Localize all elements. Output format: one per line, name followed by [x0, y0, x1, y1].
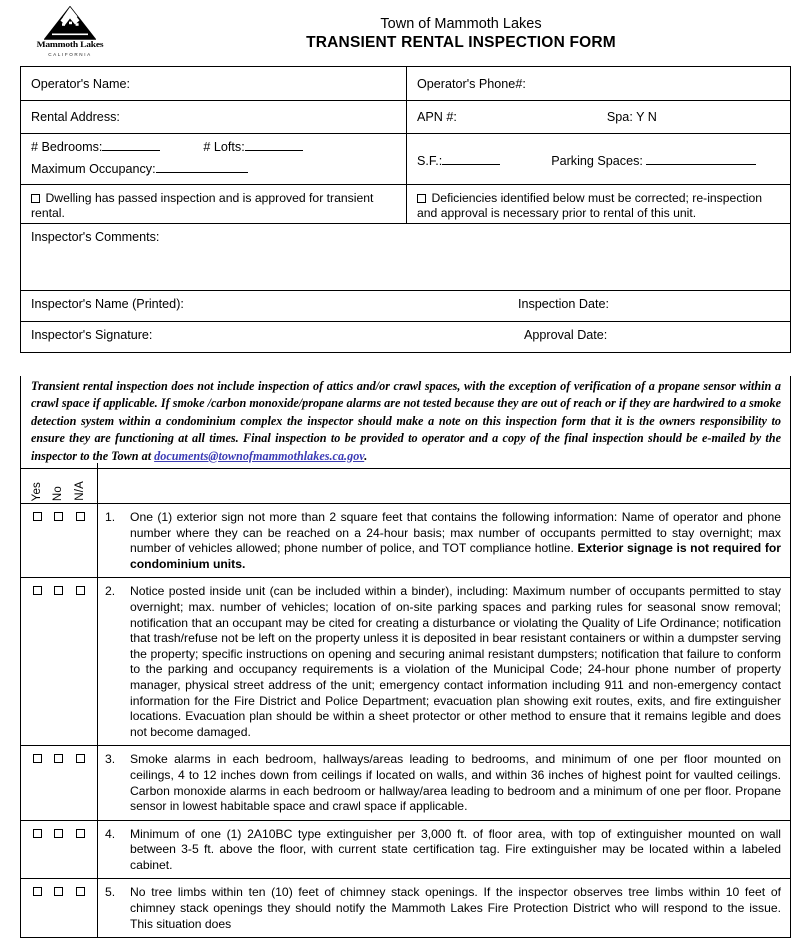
- inspector-comments-field[interactable]: [21, 224, 790, 290]
- checkbox-no[interactable]: [54, 586, 63, 595]
- checkbox-deficiencies[interactable]: [417, 194, 426, 203]
- declaration-deficiencies-label: Deficiencies identified below must be corrected; re-inspection and approval is necessary prior to rental of this unit.: [417, 191, 763, 220]
- table-row: [21, 322, 790, 353]
- checkbox-yes[interactable]: [33, 829, 42, 838]
- mountain-icon: [44, 6, 96, 40]
- checkbox-no[interactable]: [54, 829, 63, 838]
- table-row: [21, 134, 790, 185]
- parking-spaces-input[interactable]: [646, 164, 756, 165]
- table-row: [21, 67, 790, 101]
- column-header-na: N/A: [73, 481, 86, 501]
- declaration-deficiencies[interactable]: [406, 185, 790, 223]
- sf-label: S.F.:: [417, 154, 443, 168]
- rental-address-label: Rental Address:: [31, 110, 120, 124]
- inspector-name-label: Inspector's Name (Printed):: [31, 297, 184, 311]
- inspection-date-field[interactable]: [406, 291, 790, 321]
- operator-phone-field[interactable]: [406, 67, 790, 100]
- apn-spa-field[interactable]: [406, 101, 790, 133]
- item-1-bold-tail: Exterior signage is not required for condominium units.: [130, 541, 782, 571]
- inspection-note: [20, 376, 791, 469]
- checkbox-yes[interactable]: [33, 754, 42, 763]
- max-occupancy-input[interactable]: [156, 172, 248, 173]
- parking-spaces-label: Parking Spaces:: [551, 154, 643, 168]
- lofts-input[interactable]: [245, 150, 303, 151]
- inspector-name-field[interactable]: [21, 291, 406, 321]
- checkbox-yes[interactable]: [33, 586, 42, 595]
- item-1-body: One (1) exterior sign not more than 2 square feet that contains the following information: Name of operator and phone number where they can be reached on a 24-hour basis; max number of occupants permitted to stay overnight; max number of vehicles allowed; phone number of police, and TOT compliance hotline.: [130, 510, 781, 556]
- bedrooms-occupancy-field[interactable]: [21, 134, 406, 184]
- checklist-header-blank: [98, 463, 790, 503]
- sf-input[interactable]: [442, 164, 500, 165]
- operator-name-field[interactable]: [21, 67, 406, 100]
- note-text-after: .: [364, 448, 368, 463]
- logo-wordmark: Mammoth Lakes: [36, 40, 104, 50]
- max-occupancy-label: Maximum Occupancy:: [31, 162, 156, 176]
- checklist-item-2-checkboxes: [21, 578, 98, 745]
- checklist-item-5-text: No tree limbs within ten (10) feet of chimney stack openings. If the inspector observes tree limbs within 10 feet of chimney stack openings they should notify the Mammoth Lakes Fire Protection District who will respond to the issue. This situation does: [130, 885, 781, 931]
- checklist-item-1-number: 1.: [105, 510, 116, 524]
- checkbox-yes[interactable]: [33, 887, 42, 896]
- checklist-item-5-checkboxes: [21, 879, 98, 937]
- inspector-comments-label: Inspector's Comments:: [31, 230, 160, 244]
- checklist-item-4-checkboxes: [21, 821, 98, 879]
- checklist-item-4-text: Minimum of one (1) 2A10BC type extinguisher per 3,000 ft. of floor area, with top of extinguisher mounted on wall between 3-5 ft. above the floor, with current state certification tag. Fire extinguisher may be located within a labeled cabinet.: [130, 826, 781, 872]
- note-text: Transient rental inspection does not include inspection of attics and/or crawl spaces, with the exception of verification of a propane sensor within a crawl space if applicable. If smoke /carbon monoxide/propane alarms are not tested because they are out of reach or if they are hardwired to a smoke detection system within a condominium complex the inspector should make a note on this inspection form that it is the owners responsibility to ensure they are functioning at all times. Final inspection to be provided to operator and a copy of the final inspection should be e-mailed by the inspector to the Town at: [31, 379, 781, 463]
- declaration-passed-label: Dwelling has passed inspection and is approved for transient rental.: [31, 191, 374, 220]
- checklist-item-2: [21, 578, 790, 746]
- inspection-date-label: Inspection Date:: [518, 297, 610, 311]
- logo-subtext: CALIFORNIA: [48, 51, 92, 57]
- checkbox-na[interactable]: [76, 829, 85, 838]
- checkbox-no[interactable]: [54, 754, 63, 763]
- checklist-item-3-number: 3.: [105, 752, 116, 767]
- checkbox-na[interactable]: [76, 754, 85, 763]
- inspection-checklist: [20, 463, 791, 938]
- declaration-passed[interactable]: [21, 185, 406, 223]
- checklist-item-5: [21, 879, 790, 938]
- checklist-item-2-number: 2.: [105, 584, 116, 599]
- table-row: [21, 101, 790, 134]
- checklist-header-columns: [21, 463, 98, 503]
- checklist-header-row: [21, 463, 790, 504]
- column-header-no: No: [52, 485, 65, 501]
- checkbox-na[interactable]: [76, 512, 85, 521]
- checklist-item-4: [21, 821, 790, 880]
- bedrooms-label: # Bedrooms:: [31, 140, 103, 154]
- checklist-item-3-text: Smoke alarms in each bedroom, hallways/areas leading to bedrooms, and minimum of one per floor mounted on ceilings, 4 to 12 inches down from ceilings if located on walls, and within 36 inches of highest point for vaulted ceilings. Carbon monoxide alarms in each bedroom or hallway/area leading to bedroom and a minimum of one per floor. Propane sensor in lowest habitable space and crawl space if applicable.: [130, 752, 781, 814]
- checklist-item-3-checkboxes: [21, 746, 98, 819]
- operator-info-table: [20, 66, 791, 353]
- checklist-item-1: [21, 504, 790, 578]
- checkbox-na[interactable]: [76, 586, 85, 595]
- checkbox-no[interactable]: [54, 887, 63, 896]
- operator-phone-label: Operator's Phone#:: [417, 76, 526, 91]
- spa-label[interactable]: Spa: Y N: [606, 110, 657, 124]
- rental-address-field[interactable]: [21, 101, 406, 133]
- operator-name-label: Operator's Name:: [31, 76, 130, 91]
- contact-email-link[interactable]: documents@townofmammothlakes.ca.gov: [154, 448, 365, 463]
- lofts-label: # Lofts:: [203, 140, 245, 154]
- column-header-yes: Yes: [30, 481, 43, 501]
- page-title: [130, 16, 792, 52]
- document-header: [0, 0, 812, 64]
- checkbox-na[interactable]: [76, 887, 85, 896]
- table-row: [21, 291, 790, 322]
- approval-date-field[interactable]: [406, 322, 790, 352]
- inspector-signature-field[interactable]: [21, 322, 406, 352]
- title-form: TRANSIENT RENTAL INSPECTION FORM: [306, 34, 616, 51]
- table-row: [21, 185, 790, 224]
- checklist-item-3: [21, 746, 790, 820]
- apn-label: APN #:: [417, 110, 457, 124]
- checklist-item-1-text: [130, 504, 790, 577]
- approval-date-label: Approval Date:: [524, 328, 608, 342]
- checkbox-passed-inspection[interactable]: [31, 194, 40, 203]
- table-row: [21, 224, 790, 291]
- checklist-item-1-checkboxes: [21, 504, 98, 577]
- town-logo: [22, 6, 118, 62]
- checkbox-yes[interactable]: [33, 512, 42, 521]
- checklist-item-2-text: Notice posted inside unit (can be included within a binder), including: Maximum number of occupants permitted to stay overnight; max. number of vehicles; location of on-site parking spaces and parking rules for seasonal snow removal; notification that an occupant may be cited for creating a disturbance or violating the Quality of Life Ordinance; notification that trash/refuse not be left on the property unless it is deposited in bear resistant containers or within a dumpster serving the property; specific instructions on opening and securing animal resistant dumpsters; notification that failure to conform to the parking and occupancy requirements is a violation of the Municipal Code; 24-hour phone number of property manager, physical street address of the unit; emergency contact information including 911 and non-emergency contact information for the Fire District and Police Department; evacuation plan showing exit routes, exits, and fire extinguisher locations. Evacuation plan should be within a sheet protector or other method to ensure that it remains legible and does not become damaged.: [130, 584, 781, 739]
- checklist-item-5-number: 5.: [105, 885, 116, 900]
- inspector-signature-label: Inspector's Signature:: [31, 328, 153, 342]
- bedrooms-input[interactable]: [102, 150, 160, 151]
- sf-parking-field[interactable]: [406, 134, 790, 184]
- checklist-item-4-number: 4.: [105, 826, 116, 841]
- title-town: Town of Mammoth Lakes: [380, 16, 542, 32]
- checkbox-no[interactable]: [54, 512, 63, 521]
